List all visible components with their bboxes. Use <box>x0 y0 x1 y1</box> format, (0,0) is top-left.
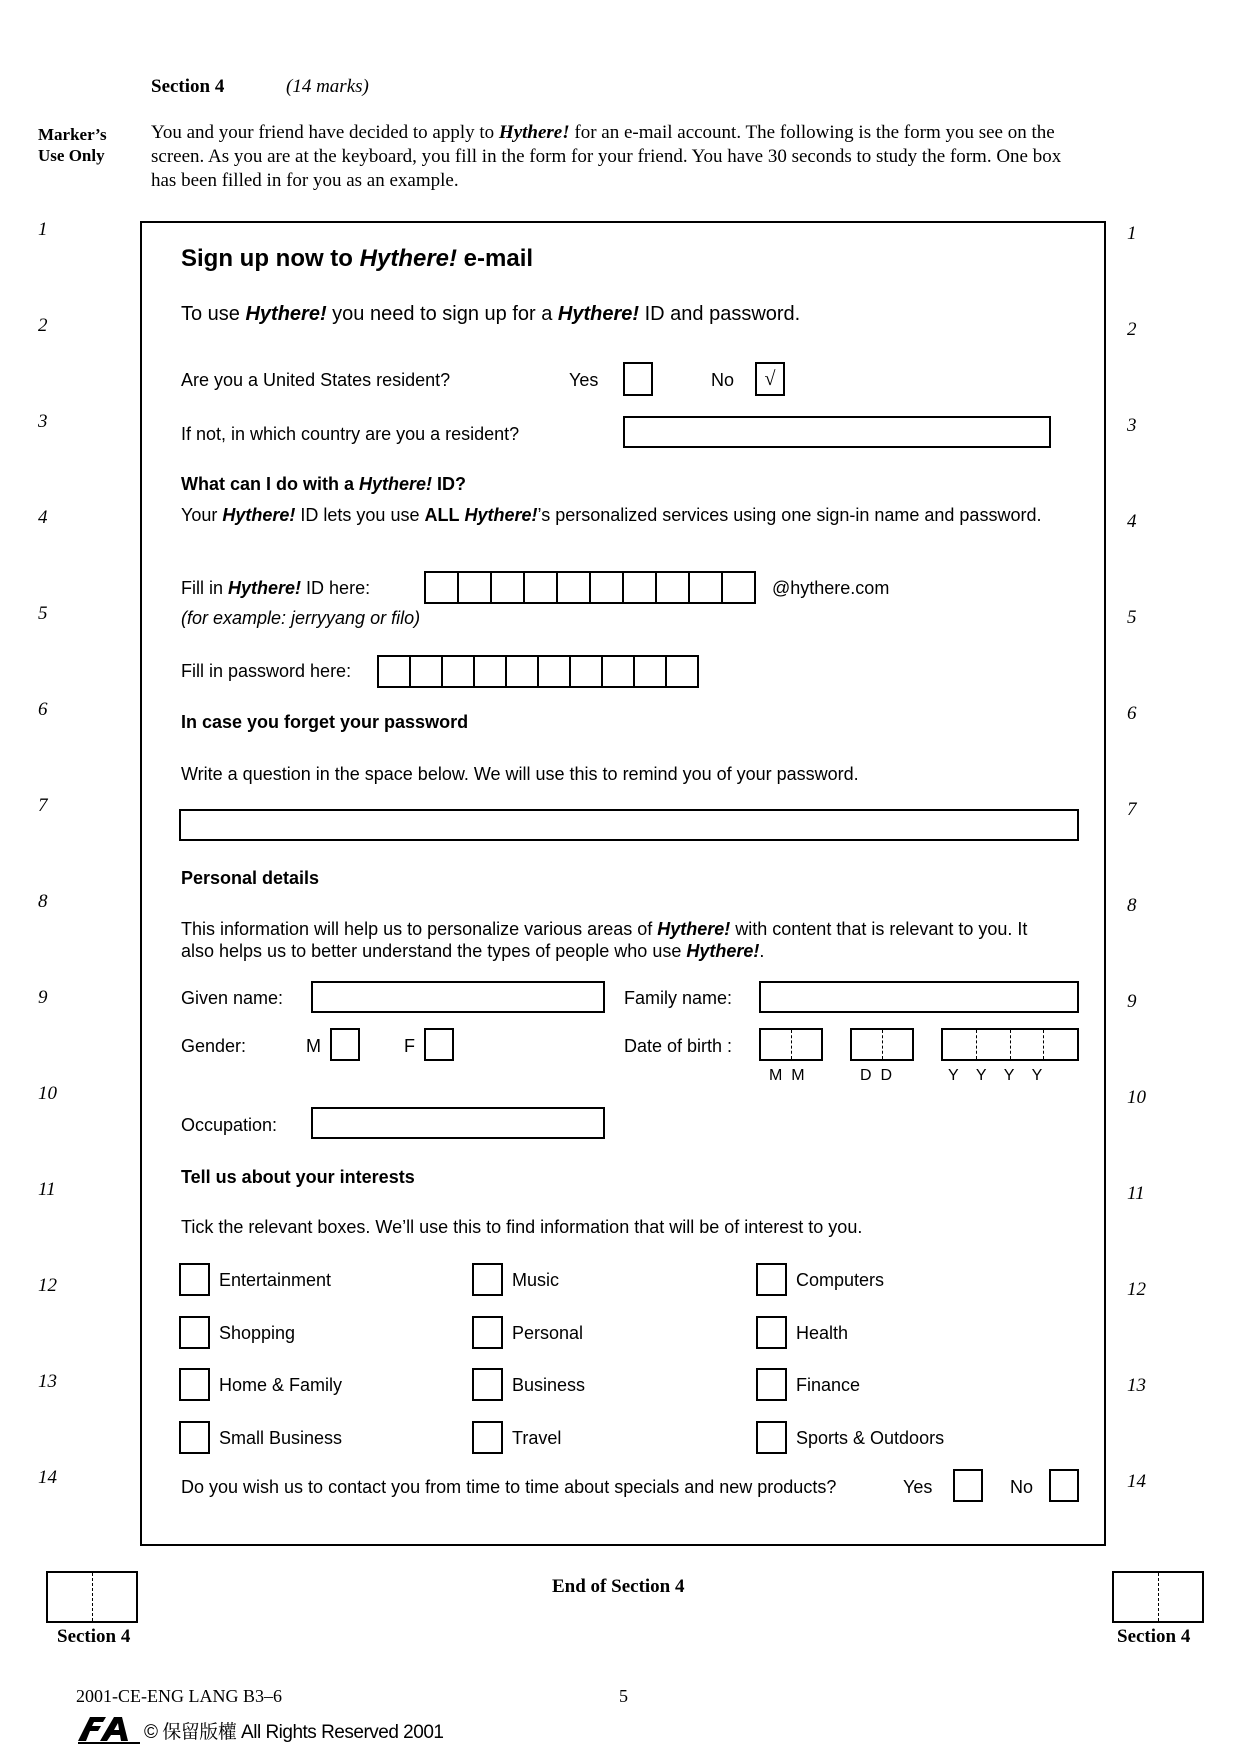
contact-yes-checkbox[interactable] <box>953 1469 983 1502</box>
interest-label-sports-outdoors: Sports & Outdoors <box>796 1428 945 1448</box>
id-domain: @hythere.com <box>772 578 890 598</box>
personal-text <box>181 918 1051 962</box>
intro-brand: Hythere! <box>498 122 570 143</box>
personal-heading: Personal details <box>181 868 320 888</box>
us-resident-no-checkbox[interactable] <box>755 362 785 396</box>
margin-number-right: 4 <box>1127 511 1137 532</box>
id-char-cell[interactable] <box>490 571 525 604</box>
margin-number-right: 9 <box>1127 991 1137 1012</box>
country-question: If not, in which country are you a resident? <box>181 424 520 444</box>
dob-year-input[interactable] <box>941 1028 1079 1061</box>
subtitle-a: To use <box>181 303 246 325</box>
margin-number-right: 8 <box>1127 895 1137 916</box>
us-resident-yes-checkbox[interactable] <box>623 362 653 396</box>
margin-number-right: 14 <box>1127 1471 1146 1492</box>
subtitle-brand-1: Hythere! <box>245 303 327 325</box>
section-score-label-right: Section 4 <box>1117 1626 1191 1647</box>
intro-paragraph <box>151 121 1087 193</box>
family-name-input[interactable] <box>759 981 1079 1013</box>
gender-f-label: F <box>404 1036 415 1056</box>
what-text <box>181 504 1051 526</box>
gender-label: Gender: <box>181 1036 247 1056</box>
password-label: Fill in password here: <box>181 661 352 681</box>
forget-text: Write a question in the space below. We will use this to remind you of your password. <box>181 764 859 784</box>
password-char-cell[interactable] <box>473 655 507 688</box>
copyright: © 保留版權 All Rights Reserved 2001 <box>144 1722 444 1743</box>
hkeaa-logo <box>76 1713 142 1750</box>
id-char-cell[interactable] <box>589 571 624 604</box>
what-text-brand-1: Hythere! <box>222 505 296 525</box>
interest-label-music: Music <box>512 1270 560 1290</box>
dob-day-digit-2 <box>882 1030 913 1059</box>
interest-label-finance: Finance <box>796 1375 861 1395</box>
interest-checkbox-computers[interactable] <box>756 1263 787 1296</box>
section-score-box-left <box>46 1571 138 1623</box>
interest-label-shopping: Shopping <box>219 1323 296 1343</box>
what-text-brand-2: Hythere! <box>464 505 538 525</box>
dob-year-digit-4 <box>1043 1030 1077 1059</box>
id-label-c: ID here: <box>301 578 371 598</box>
form-title <box>181 245 533 273</box>
what-heading-a: What can I do with a <box>181 474 360 494</box>
interests-text: Tick the relevant boxes. We’ll use this to find information that will be of interest to you. <box>181 1217 863 1237</box>
contact-yes-label: Yes <box>903 1477 933 1497</box>
what-heading-brand: Hythere! <box>359 474 433 494</box>
password-char-cell[interactable] <box>633 655 667 688</box>
occupation-label: Occupation: <box>181 1115 278 1135</box>
dob-dd-caption: D D <box>860 1067 892 1084</box>
password-char-cell[interactable] <box>601 655 635 688</box>
margin-number-left: 10 <box>38 1083 57 1104</box>
contact-no-checkbox[interactable] <box>1049 1469 1079 1502</box>
what-text-all: ALL <box>424 505 460 525</box>
id-char-cell[interactable] <box>457 571 492 604</box>
gender-m-label: M <box>306 1036 321 1056</box>
password-char-cell[interactable] <box>377 655 411 688</box>
family-name-label: Family name: <box>624 988 733 1008</box>
form-title-brand: Hythere! <box>359 245 457 272</box>
personal-text-brand-1: Hythere! <box>657 919 731 939</box>
margin-number-left: 11 <box>38 1179 56 1200</box>
marker-use-line2: Use Only <box>38 146 105 165</box>
subtitle-brand-2: Hythere! <box>557 303 640 325</box>
margin-number-left: 13 <box>38 1371 57 1392</box>
dob-yyyy-caption: Y Y Y Y <box>948 1067 1043 1084</box>
dob-month-digit-2 <box>791 1030 822 1059</box>
id-example: (for example: jerryyang or filo) <box>181 608 421 628</box>
section-score-box-right <box>1112 1571 1204 1623</box>
interests-heading: Tell us about your interests <box>181 1167 415 1187</box>
margin-number-left: 14 <box>38 1467 57 1488</box>
id-char-cell[interactable] <box>523 571 558 604</box>
us-resident-yes-label: Yes <box>569 370 599 390</box>
id-label <box>181 578 370 599</box>
interest-checkbox-shopping[interactable] <box>179 1316 210 1349</box>
password-char-cell[interactable] <box>665 655 699 688</box>
password-char-cell[interactable] <box>441 655 475 688</box>
dob-year-digit-1 <box>943 1030 976 1059</box>
password-char-cell[interactable] <box>505 655 539 688</box>
form-title-post: e-mail <box>457 245 534 272</box>
contact-question: Do you wish us to contact you from time to time about specials and new products? <box>181 1477 837 1497</box>
margin-number-right: 5 <box>1127 607 1137 628</box>
personal-text-c: with content that is relevant to you. It also helps us to better understand the types of people who use <box>181 919 1028 961</box>
intro-text-a: You and your friend have decided to apply to <box>151 122 499 143</box>
section-score-label-left: Section 4 <box>57 1626 131 1647</box>
given-name-input[interactable] <box>311 981 605 1013</box>
marker-use-line1: Marker’s <box>38 125 107 144</box>
interest-label-small-business: Small Business <box>219 1428 343 1448</box>
password-char-cell[interactable] <box>537 655 571 688</box>
margin-number-right: 13 <box>1127 1375 1146 1396</box>
margin-number-left: 8 <box>38 891 48 912</box>
margin-number-right: 12 <box>1127 1279 1146 1300</box>
dob-month-input[interactable] <box>759 1028 823 1061</box>
gender-m-checkbox[interactable] <box>330 1028 360 1061</box>
dob-month-digit-1 <box>761 1030 791 1059</box>
score-box-right-cell-2 <box>1158 1573 1203 1621</box>
margin-number-right: 2 <box>1127 319 1137 340</box>
paper-code: 2001-CE-ENG LANG B3–6 <box>76 1686 282 1706</box>
id-char-cell[interactable] <box>556 571 591 604</box>
score-box-right-cell-1 <box>1114 1573 1158 1621</box>
interest-label-home-family: Home & Family <box>219 1375 343 1395</box>
id-char-cell[interactable] <box>721 571 756 604</box>
interest-checkbox-personal[interactable] <box>472 1316 503 1349</box>
interest-checkbox-small-business[interactable] <box>179 1421 210 1454</box>
gender-f-checkbox[interactable] <box>424 1028 454 1061</box>
id-char-cell[interactable] <box>424 571 459 604</box>
margin-number-left: 9 <box>38 987 48 1008</box>
what-text-g: ’s personalized services using one sign-in name and password. <box>537 505 1042 525</box>
password-char-cell[interactable] <box>569 655 603 688</box>
password-char-cell[interactable] <box>409 655 443 688</box>
interest-label-personal: Personal <box>512 1323 584 1343</box>
marker-use-only-label <box>38 124 107 166</box>
subtitle-c: you need to sign up for a <box>326 303 558 325</box>
what-text-a: Your <box>181 505 223 525</box>
score-box-left-cell-2 <box>92 1573 137 1621</box>
section-title: Section 4 <box>151 76 225 97</box>
margin-number-left: 12 <box>38 1275 57 1296</box>
us-resident-no-label: No <box>711 370 735 390</box>
subtitle-e: ID and password. <box>639 303 801 325</box>
margin-number-left: 3 <box>38 411 48 432</box>
id-char-cell[interactable] <box>622 571 657 604</box>
forget-heading: In case you forget your password <box>181 712 469 732</box>
interest-checkbox-entertainment[interactable] <box>179 1263 210 1296</box>
interest-checkbox-sports-outdoors[interactable] <box>756 1421 787 1454</box>
personal-text-a: This information will help us to personalize various areas of <box>181 919 658 939</box>
dob-day-digit-1 <box>852 1030 882 1059</box>
margin-number-left: 2 <box>38 315 48 336</box>
margin-number-left: 4 <box>38 507 48 528</box>
hkeaa-logo-icon <box>76 1713 142 1745</box>
margin-number-left: 5 <box>38 603 48 624</box>
margin-number-right: 3 <box>1127 415 1137 436</box>
personal-text-e: . <box>759 941 765 961</box>
margin-number-left: 6 <box>38 699 48 720</box>
margin-number-right: 7 <box>1127 799 1137 820</box>
interest-label-health: Health <box>796 1323 849 1343</box>
form-subtitle <box>181 303 800 326</box>
margin-number-right: 11 <box>1127 1183 1145 1204</box>
id-char-cell[interactable] <box>655 571 690 604</box>
interest-checkbox-travel[interactable] <box>472 1421 503 1454</box>
intro-text-b: for an e-mail account. The following is the form you see on the screen. As you are at the keyboard, you fill in the form for your friend. You have 30 seconds to study the form. One box has been filled in for you as an example. <box>151 122 1062 191</box>
tick-mark: √ <box>764 367 776 390</box>
id-label-brand: Hythere! <box>228 578 302 598</box>
score-box-left-cell-1 <box>48 1573 92 1621</box>
interest-label-business: Business <box>512 1375 586 1395</box>
contact-no-label: No <box>1010 1477 1034 1497</box>
dob-label: Date of birth : <box>624 1036 733 1056</box>
margin-number-left: 7 <box>38 795 48 816</box>
interest-checkbox-health[interactable] <box>756 1316 787 1349</box>
interest-label-computers: Computers <box>796 1270 885 1290</box>
what-heading-c: ID? <box>432 474 467 494</box>
occupation-input[interactable] <box>311 1107 605 1139</box>
what-heading <box>181 474 466 495</box>
margin-number-right: 1 <box>1127 223 1137 244</box>
page-number: 5 <box>619 1686 628 1706</box>
margin-number-right: 6 <box>1127 703 1137 724</box>
dob-year-digit-3 <box>1010 1030 1044 1059</box>
interest-label-entertainment: Entertainment <box>219 1270 332 1290</box>
given-name-label: Given name: <box>181 988 284 1008</box>
margin-number-right: 10 <box>1127 1087 1146 1108</box>
form-title-pre: Sign up now to <box>181 245 360 272</box>
dob-day-input[interactable] <box>850 1028 914 1061</box>
interest-checkbox-home-family[interactable] <box>179 1368 210 1401</box>
section-marks: (14 marks) <box>286 76 369 97</box>
id-input-cells[interactable] <box>424 571 756 604</box>
what-text-c: ID lets you use <box>295 505 425 525</box>
margin-number-left: 1 <box>38 219 48 240</box>
id-char-cell[interactable] <box>688 571 723 604</box>
end-of-section: End of Section 4 <box>552 1576 685 1597</box>
id-label-a: Fill in <box>181 578 229 598</box>
interest-checkbox-finance[interactable] <box>756 1368 787 1401</box>
personal-text-brand-2: Hythere! <box>686 941 760 961</box>
country-input[interactable] <box>623 416 1051 448</box>
password-input-cells[interactable] <box>377 655 699 688</box>
dob-year-digit-2 <box>976 1030 1010 1059</box>
interest-label-travel: Travel <box>512 1428 562 1448</box>
interest-checkbox-business[interactable] <box>472 1368 503 1401</box>
interest-checkbox-music[interactable] <box>472 1263 503 1296</box>
us-resident-question: Are you a United States resident? <box>181 370 451 390</box>
dob-mm-caption: M M <box>769 1067 805 1084</box>
reminder-question-input[interactable] <box>179 809 1079 841</box>
